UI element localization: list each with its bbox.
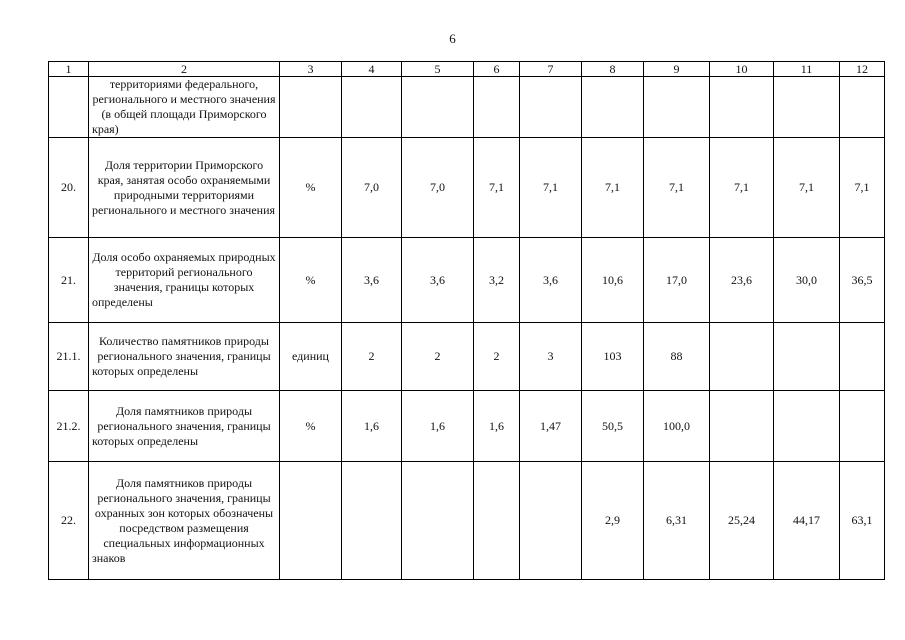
column-number: 12 xyxy=(840,62,885,77)
value-cell xyxy=(474,462,520,580)
value-cell: 3,6 xyxy=(342,238,402,323)
value-cell xyxy=(710,323,774,391)
column-number: 11 xyxy=(774,62,840,77)
row-number: 21. xyxy=(49,238,89,323)
page-number: 6 xyxy=(449,31,456,46)
value-cell: 63,1 xyxy=(840,462,885,580)
value-cell xyxy=(774,323,840,391)
value-cell xyxy=(840,77,885,138)
value-cell: 44,17 xyxy=(774,462,840,580)
indicator-description: Доля особо охраняемых природных территорий регионального значения, границы которых определены xyxy=(89,238,280,323)
unit-cell: % xyxy=(280,138,342,238)
value-cell: 7,0 xyxy=(402,138,474,238)
value-cell: 50,5 xyxy=(582,391,644,462)
row-number: 20. xyxy=(49,138,89,238)
unit-cell: единиц xyxy=(280,323,342,391)
column-number: 9 xyxy=(644,62,710,77)
value-cell: 7,1 xyxy=(474,138,520,238)
value-cell: 7,1 xyxy=(774,138,840,238)
value-cell: 25,24 xyxy=(710,462,774,580)
value-cell: 17,0 xyxy=(644,238,710,323)
row-number: 22. xyxy=(49,462,89,580)
value-cell: 30,0 xyxy=(774,238,840,323)
indicator-description: территориями федерального, регионального и местного значения (в общей площади Приморского края) xyxy=(89,77,280,138)
value-cell xyxy=(342,77,402,138)
value-cell xyxy=(774,77,840,138)
value-cell: 3,2 xyxy=(474,238,520,323)
unit-cell xyxy=(280,77,342,138)
value-cell xyxy=(402,77,474,138)
column-number: 1 xyxy=(49,62,89,77)
value-cell: 1,6 xyxy=(342,391,402,462)
value-cell: 10,6 xyxy=(582,238,644,323)
value-cell: 2 xyxy=(342,323,402,391)
value-cell xyxy=(644,77,710,138)
value-cell xyxy=(840,323,885,391)
column-number: 2 xyxy=(89,62,280,77)
value-cell: 2,9 xyxy=(582,462,644,580)
value-cell xyxy=(342,462,402,580)
indicator-description: Доля памятников природы регионального значения, границы которых определены xyxy=(89,391,280,462)
value-cell: 7,1 xyxy=(582,138,644,238)
value-cell: 88 xyxy=(644,323,710,391)
table-row xyxy=(49,391,885,462)
value-cell: 7,1 xyxy=(644,138,710,238)
column-number: 6 xyxy=(474,62,520,77)
value-cell: 2 xyxy=(402,323,474,391)
row-number: 21.1. xyxy=(49,323,89,391)
value-cell: 7,1 xyxy=(520,138,582,238)
value-cell: 103 xyxy=(582,323,644,391)
indicator-description: Доля памятников природы регионального значения, границы охранных зон которых обозначены посредством размещения специальных информационных знаков xyxy=(89,462,280,580)
table-row xyxy=(49,138,885,238)
unit-cell: % xyxy=(280,238,342,323)
value-cell: 7,0 xyxy=(342,138,402,238)
value-cell: 2 xyxy=(474,323,520,391)
value-cell xyxy=(710,391,774,462)
value-cell: 36,5 xyxy=(840,238,885,323)
indicator-description: Количество памятников природы регионального значения, границы которых определены xyxy=(89,323,280,391)
row-number: 21.2. xyxy=(49,391,89,462)
column-number: 4 xyxy=(342,62,402,77)
value-cell: 7,1 xyxy=(710,138,774,238)
table-row xyxy=(49,238,885,323)
value-cell: 7,1 xyxy=(840,138,885,238)
value-cell: 3 xyxy=(520,323,582,391)
value-cell xyxy=(774,391,840,462)
value-cell: 3,6 xyxy=(520,238,582,323)
indicator-description: Доля территории Приморского края, занятая особо охраняемыми природными территориями регионального и местного значения xyxy=(89,138,280,238)
column-number-row xyxy=(49,62,885,77)
value-cell: 6,31 xyxy=(644,462,710,580)
value-cell: 1,6 xyxy=(402,391,474,462)
value-cell xyxy=(520,77,582,138)
unit-cell xyxy=(280,462,342,580)
column-number: 3 xyxy=(280,62,342,77)
value-cell: 1,47 xyxy=(520,391,582,462)
value-cell: 100,0 xyxy=(644,391,710,462)
column-number: 10 xyxy=(710,62,774,77)
value-cell: 23,6 xyxy=(710,238,774,323)
value-cell xyxy=(582,77,644,138)
value-cell: 1,6 xyxy=(474,391,520,462)
value-cell xyxy=(474,77,520,138)
indicator-table xyxy=(48,61,885,580)
table-row xyxy=(49,77,885,138)
column-number: 8 xyxy=(582,62,644,77)
column-number: 7 xyxy=(520,62,582,77)
table-row xyxy=(49,323,885,391)
value-cell xyxy=(520,462,582,580)
column-number: 5 xyxy=(402,62,474,77)
value-cell xyxy=(710,77,774,138)
value-cell: 3,6 xyxy=(402,238,474,323)
row-number xyxy=(49,77,89,138)
value-cell xyxy=(402,462,474,580)
value-cell xyxy=(840,391,885,462)
unit-cell: % xyxy=(280,391,342,462)
table-row xyxy=(49,462,885,580)
